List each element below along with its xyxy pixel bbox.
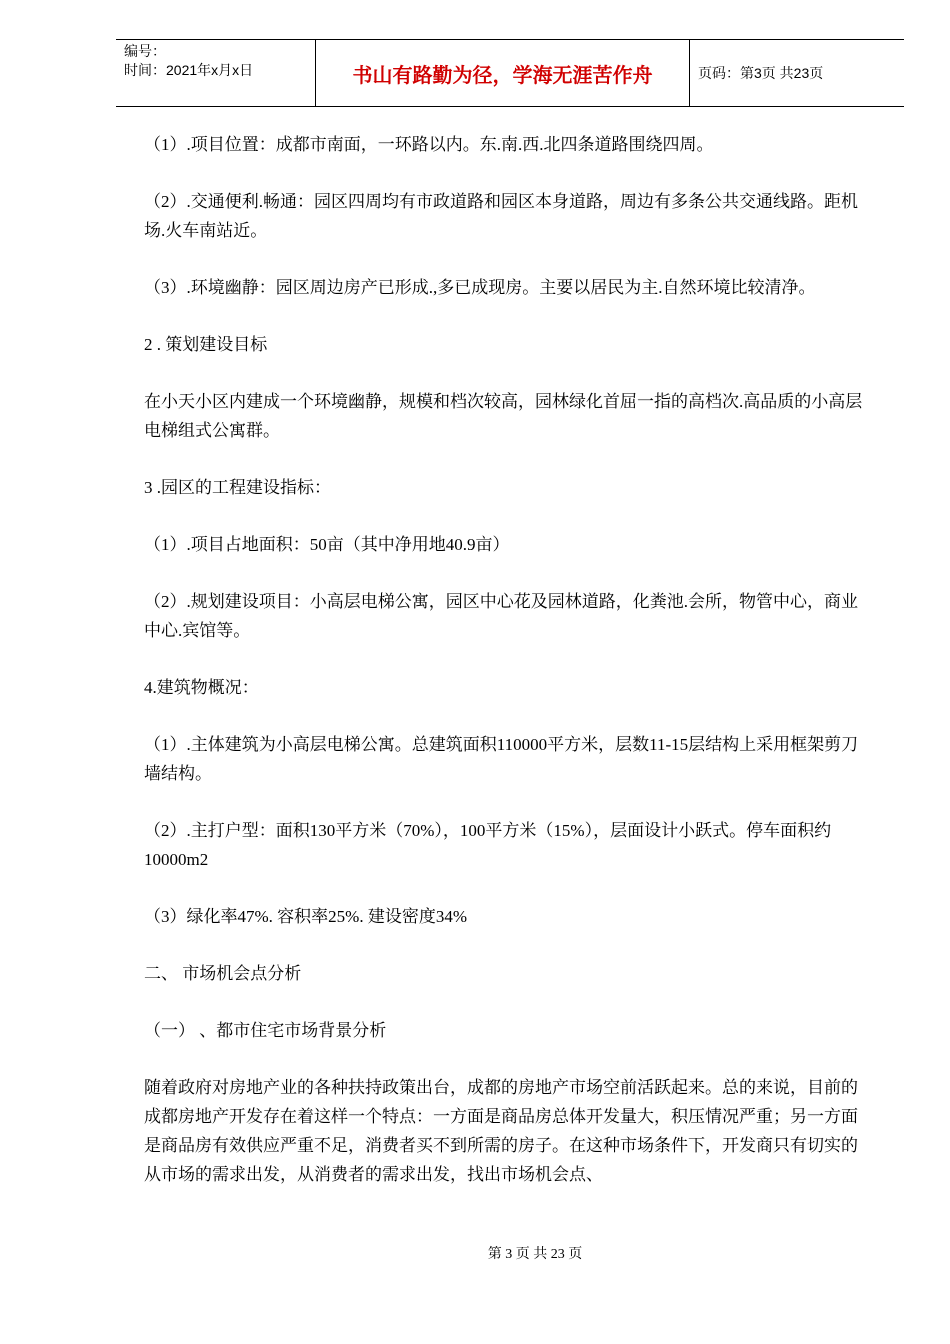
page-footer: 第 3 页 共 23 页 [487, 1247, 583, 1262]
paragraph: （3）绿化率47%. 容积率25%. 建设密度34% [144, 907, 467, 926]
header-page-info: 页码：第3页 共23页 [698, 65, 824, 81]
paragraph: 在小天小区内建成一个环境幽静，规模和档次较高，园林绿化首屈一指的高档次.高品质的小高层电梯组式公寓群。 [144, 392, 863, 440]
paragraph: （1）.项目占地面积：50亩（其中净用地40.9亩） [144, 535, 510, 554]
document-number-label: 编号： [124, 43, 166, 59]
document-body [144, 130, 874, 1217]
paragraph: （2）.交通便利.畅通：园区四周均有市政道路和园区本身道路，周边有多条公共交通线路。距机场.火车南站近。 [144, 192, 858, 240]
paragraph: （2）.规划建设项目：小高层电梯公寓，园区中心花及园林道路，化粪池.会所，物管中心，商业中心.宾馆等。 [144, 592, 858, 640]
paragraph: 随着政府对房地产业的各种扶持政策出台，成都的房地产市场空前活跃起来。总的来说，目前的成都房地产开发存在着这样一个特点：一方面是商品房总体开发量大，积压情况严重；另一方面是商品房有效供应严重不足，消费者买不到所需的房子。在这种市场条件下，开发商只有切实的从市场的需求出发，从消费者的需求出发，找出市场机会点、 [144, 1078, 858, 1184]
paragraph: （3）.环境幽静：园区周边房产已形成.,多已成现房。主要以居民为主.自然环境比较清净。 [144, 278, 816, 297]
paragraph: （1）.主体建筑为小高层电梯公寓。总建筑面积110000平方米，层数11-15层结构上采用框架剪刀墙结构。 [144, 735, 859, 783]
paragraph: （1）.项目位置：成都市南面，一环路以内。东.南.西.北四条道路围绕四周。 [144, 135, 714, 154]
section-heading: （一） 、都市住宅市场背景分析 [144, 1021, 387, 1040]
page-header [116, 39, 904, 107]
header-slogan: 书山有路勤为径，学海无涯苦作舟 [316, 40, 690, 106]
section-heading: 二、 市场机会点分析 [144, 964, 302, 983]
document-time-label: 时间：2021年x月x日 [124, 62, 254, 78]
section-heading: 4.建筑物概况： [144, 678, 259, 697]
section-heading: 3 .园区的工程建设指标： [144, 478, 331, 497]
header-meta [116, 40, 316, 106]
section-heading: 2 . 策划建设目标 [144, 335, 268, 354]
paragraph: （2）.主打户型：面积130平方米（70%），100平方米（15%），层面设计小跃式。停车面积约10000m2 [144, 821, 832, 869]
